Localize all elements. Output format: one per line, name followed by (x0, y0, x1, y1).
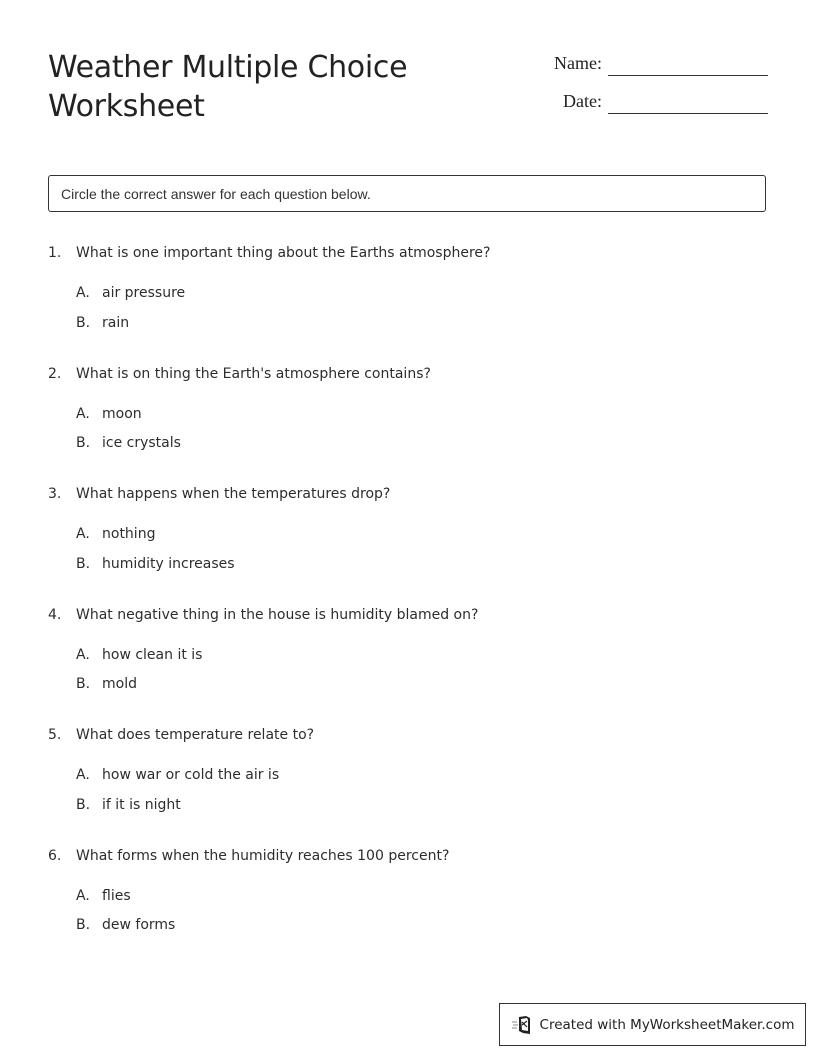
answer-option[interactable] (76, 886, 766, 906)
answer-option[interactable] (76, 404, 766, 424)
question-number: 1. (48, 245, 62, 261)
question-item (48, 846, 766, 936)
question-number: 4. (48, 606, 62, 623)
option-letter: B. (76, 917, 91, 933)
option-letter: A. (76, 646, 90, 663)
name-field-line[interactable] (608, 53, 768, 76)
question-number: 5. (48, 727, 62, 743)
question-number: 6. (48, 847, 62, 864)
option-letter: B. (76, 796, 91, 813)
option-letter: B. (76, 435, 91, 451)
answer-options (76, 283, 766, 333)
answer-options (76, 886, 766, 936)
question-number: 3. (48, 486, 62, 502)
question-text: What happens when the temperatures drop? (76, 486, 391, 502)
page-title: Weather Multiple Choice Worksheet (48, 50, 408, 124)
footer-text: Created with MyWorksheetMaker.com (539, 1016, 795, 1033)
option-letter: B. (76, 555, 91, 572)
option-text: air pressure (102, 285, 186, 301)
option-text: nothing (102, 526, 156, 542)
answer-option[interactable] (76, 795, 766, 815)
question-item (48, 364, 766, 454)
answer-options (76, 645, 766, 695)
option-letter: A. (76, 526, 90, 542)
date-row (554, 88, 768, 114)
question-text: What forms when the humidity reaches 100 percent? (76, 847, 450, 864)
question-item (48, 725, 766, 815)
name-label: Name: (554, 53, 602, 73)
answer-options (76, 765, 766, 815)
option-letter: A. (76, 285, 90, 301)
answer-option[interactable] (76, 433, 766, 453)
question-item (48, 484, 766, 574)
option-text: if it is night (102, 796, 181, 813)
option-text: ice crystals (102, 435, 181, 451)
option-letter: B. (76, 314, 91, 331)
option-letter: A. (76, 405, 90, 422)
option-letter: A. (76, 767, 90, 783)
answer-option[interactable] (76, 915, 766, 935)
question-number: 2. (48, 365, 62, 382)
answer-option[interactable] (76, 554, 766, 574)
date-field-line[interactable] (608, 91, 768, 114)
date-label: Date: (563, 91, 602, 111)
answer-option[interactable] (76, 283, 766, 303)
option-text: moon (102, 405, 142, 422)
question-item (48, 605, 766, 695)
question-text: What does temperature relate to? (76, 727, 315, 743)
option-text: dew forms (102, 917, 176, 933)
option-text: flies (102, 887, 131, 904)
answer-options (76, 524, 766, 574)
answer-options (76, 404, 766, 454)
created-with-badge[interactable] (499, 1003, 806, 1046)
question-text: What negative thing in the house is humidity blamed on? (76, 606, 479, 623)
answer-option[interactable] (76, 645, 766, 665)
option-text: how clean it is (102, 646, 203, 663)
option-text: mold (102, 676, 137, 692)
instructions-text: Circle the correct answer for each question below. (61, 185, 371, 202)
answer-option[interactable] (76, 674, 766, 694)
option-letter: B. (76, 676, 91, 692)
name-row (554, 50, 768, 76)
option-text: humidity increases (102, 555, 235, 572)
student-info (554, 50, 768, 126)
question-list (48, 243, 766, 966)
answer-option[interactable] (76, 313, 766, 333)
option-text: rain (102, 314, 130, 331)
instructions-box (48, 175, 766, 212)
option-text: how war or cold the air is (102, 767, 280, 783)
answer-option[interactable] (76, 524, 766, 544)
worksheet-maker-logo-icon (511, 1015, 533, 1035)
question-text: What is on thing the Earth's atmosphere contains? (76, 365, 431, 382)
question-item (48, 243, 766, 333)
answer-option[interactable] (76, 765, 766, 785)
option-letter: A. (76, 887, 90, 904)
question-text: What is one important thing about the Earths atmosphere? (76, 245, 491, 261)
